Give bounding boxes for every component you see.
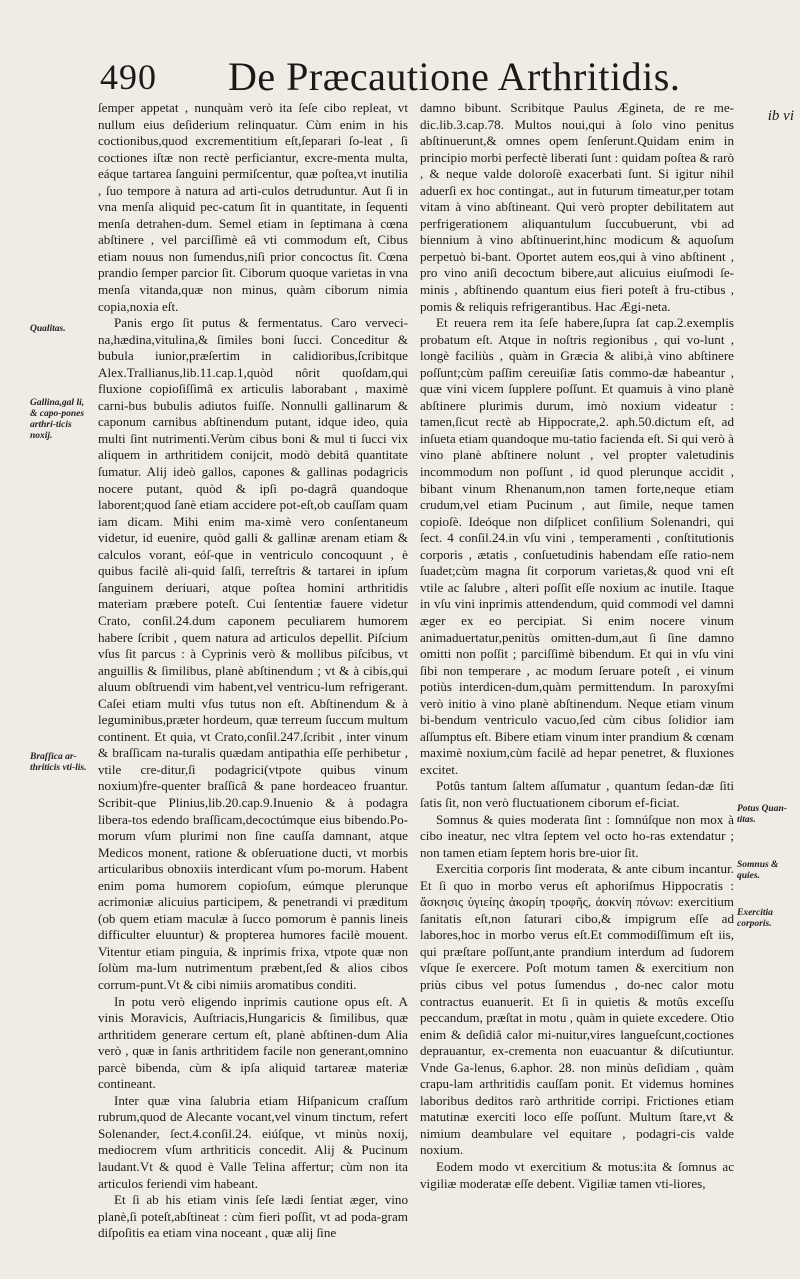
running-title: De Præcautione Arthritidis. — [228, 54, 681, 99]
right-paragraph-3: Potûs tantum ſaltem aſſumatur , quantum ſedan-dæ ſiti ſatis ſit, non verò fluctuationem ciborum ef-ficiat. — [420, 778, 734, 810]
page-header — [96, 56, 696, 100]
corner-fragment: ib vi — [767, 108, 794, 124]
margin-note-somnus: Somnus & quies. — [737, 860, 779, 881]
left-paragraph-2: Panis ergo ſit putus & fermentatus. Caro verveci-na,hædina,vitulina,& ſimiles boni ſucci. Conceditur & bubula iunior,præſertim in calidioribus,ſcribitque Alex.Trallianus,lib.11.cap.1,quòd nôrit quoſdam,qui fluxione copioſiſſimâ ex articulis laborabant , maximè carni-bus bubulis adiutos fuiſſe. Nonnulli gallinarum & caponum carnibus abſtinendum putant, idque ideo, quia multi ſint nutrimenti.Verùm cibus boni & mul ti ſucci vix aliquem in arthritidem conijcit, modò debitâ quantitate ſumatur. Alij ideò gallos, capones & gallinas podagricis nocere putant, quòd & ipſi po-dagrâ quandoque laborent;quod ſanè etiam accidere pot-eſt,ob cauſſam quam iam dicam. Mihi enim ma-ximè vero conſentaneum videtur, id euenire, quòd galli & gallinæ arenam etiam & calculos vorant, eóſ-que in ventriculo concoquunt , è quibus facilè ali-quid ſalſi, terreſtris & tartarei in ipſum ſanguinem deriuari, atque poſtea homini arthritidis materiam præbere poteſt. Cui ſententiæ fauere videtur Crato, conſil.24.dum caponem peculiarem humorem habere ſcribit , quem natura ad articulos depellit. Piſcium vſus ſit parcus : à Cyprinis verò & mollibus piſcibus, vt anguillis & ſimilibus, planè abſtinendum ; vt & à cibis,qui aluum obſtruendi vim habent,vel ventricu-lum refrigerant. Caſei etiam multi vſus tutus non eſt. Abſtinendum & à leguminibus,præter hordeum, quæ terreum ſuccum multum continent. Et quia, vt Crato,conſil.247.ſcribit , inter vinum & braſſicam na-turalis quædam antipathia eſſe perhibetur , vtile cre-ditur,ſi podagrici(vtpote quibus vinum noxium)fre-quenter braſſicâ & pane hordeaceo fruantur. Scribit-que Plinius,lib.20.cap.9.Inuenio & à podagra libera-tos edendo braſſicam,decoctúmque eius bibendo.Po-morum vſum plurimi non ſine cauſſa damnant, atque Medicos monent, ratione & obſeruatione ducti, vt morbis articularibus obnoxiis interdicant vſum po-morum. Habent enim poma humorem copioſum, eúmque plerunque acrimoniæ alicuius participem, & penetrandi vi præditum (ob quem etiam maculæ à ſucco pomorum è pannis lineis difficulter eluuntur) & propterea humores facilè mouent. Vitentur etiam pinguia, & inprimis frixa, vtpote quæ non ſolùm ma-lum nutrimentum præbent,ſed & alios cibos corrum-punt.Vt & cibi nimiis aromatibus conditi. — [98, 315, 408, 992]
right-paragraph-1: damno bibunt. Scribitque Paulus Ægineta, de re me-dic.lib.3.cap.78. Multos noui,qui à ſolo vino penitus abſtinuerunt,& omnes opem ſenſerunt.Quidam enim in principio morbi perfectè liberati ſunt : quidam poſtea & rarò , & neque valde doloroſè exacerbati ſunt. Si igitur nihil aduerſi ex hoc contingat., aut in futurum timeatur,per totam vitam à vino abſtineant. Qui verò propter debilitatem aut perfrigerationem aliquantulum ſuccubuerunt, vbi ad biennium à vino abſtinuerint,hinc modicum & aquoſum perpetuò bi-bant. Oportet autem eos,qui à vino abſtinent , pro vino aniſi decoctum bibere,aut alicuius eiuſmodi ſe-minis , abſtinendo quantum eius fieri poteſt à fru-ctibus , pomis & reliquis refrigerantibus. Hac Ægi-neta. — [420, 100, 734, 314]
margin-note-potus: Potus Quan-titas. — [737, 804, 787, 825]
margin-note-gallina: Gallina,gal li, & capo-pones arthri-ticis noxij. — [30, 398, 85, 441]
left-paragraph-5: Et ſi ab his etiam vinis ſeſe lædi ſentiat æger, vino planè,ſi poteſt,abſtineat : cùm fieri poſſit, vt ad poda-gram diſpoſitis ea etiam vina noceant , quæ alij ſine — [98, 1192, 408, 1241]
left-paragraph-1: ſemper appetat , nunquàm verò ita ſeſe cibo repleat, vt nullum eius deſiderium relinquatur. Cùm enim in his coctionibus,quod excrementitium eſt,ſeparari ſo-leat , ſi coctiones iſtæ non rectè perficiantur, excre-menta multa, eáque tartarea ſanguini permiſcentur, quæ poſtea,vt inutilia , ſuo tempore à natura ad arti-culos detruduntur. Aut ſi in vna menſa aliquid pec-catum ſit in quantitate, in ſequenti menſa detrahen-dum. Semel etiam in ſeptimana à cœna abſtinere , vel parciſſimè eâ vti commodum eſt, Cibus etiam nouus non ſumendus,niſi prior concoctus ſit. Cœna prandio ſemper parcior ſit. Ciborum quoque varietas in vna menſa vitanda,quæ non minus, quàm ciborum nimia copia,noxia eſt. — [98, 100, 408, 314]
right-paragraph-6: Eodem modo vt exercitium & motus:ita & ſomnus ac vigiliæ moderatæ eſſe debent. Vigiliæ tamen vti-liores, — [420, 1159, 734, 1191]
left-column — [98, 100, 408, 1242]
margin-note-qualitas: Qualitas. — [30, 324, 66, 334]
left-paragraph-3: In potu verò eligendo inprimis cautione opus eſt. A vinis Moravicis, Auſtriacis,Hungaricis & ſimilibus, quæ arthritidem generare certum eſt, planè abſtinen-dum Alia verò , quæ in ſanis arthritidem facile non generant,omnino parcè bibenda, cùm & ipſa aliquid tartareæ materiæ contineant. — [98, 993, 408, 1092]
right-paragraph-2: Et reuera rem ita ſeſe habere,ſupra ſat cap.2.exemplis probatum eſt. Atque in noſtris regionibus , qui vo-lunt , longè faciliùs , quàm in Græcia & alibi,à vino abſtinere poſſunt;cùm paſſim cereuiſiæ ſatis commo-dæ habeantur , quæ vini vicem ſupplere poſſunt. Et quamuis à vino planè abſtinere plurimis durum, imò noxium videatur : tamen,ſicut rectè ab Hippocrate,2. aph.50.dictum eſt, ad inſueta etiam quandoque mu-tatio facienda eſt. Si qui verò à vino planè abſtinere nolunt , vel propter valetudinis incommodum non poſſunt , id quod plerunque accidit , bibant vinum Rhenanum,non tamen forte,neque etiam crudum,vel etiam Pucinum , aut ſimile, neque tamen copioſè. Ideóque non diſplicet conſilium Solenandri, qui ſect. 4 conſil.24.in vſu vini , temperamenti , conſtitutionis corporis , ætatis , conſuetudinis habendam eſſe ratio-nem ſuadet;cùm magna ſit corporum varietas,& quod vni eſt vtile ac ſalubre , alteri poſſit eſſe noxium ac inutile. Itaque in vſu vini inprimis attendendum, quid commodi vel damni æger ex eo percipiat. Si enim nocere vinum animaduertatur,penitùs omitten-dum,aut ſi ſine damno omitti non poſſit ; parciſſimè bibendum. Et qui in vſu vini ſibi non temperare , ac modum ſeruare poteſt , ei vinum potiùs interdicen-dum,quàm permittendum. In paroxyſmi verò initio à vino planè abſtinendum. Neque etiam vinum bi-bendum ventriculo vacuo,ſed cùm cibus ſolidior iam aſſumptus eſt. Bibere etiam vinum inter prandium & cœnam maximè noxium,cùm facilè ad hepar penetret, & fluxiones excitet. — [420, 315, 734, 777]
right-paragraph-5: Exercitia corporis ſint moderata, & ante cibum incantur. Et ſi quo in morbo verus eſt aphoriſmus Hippocratis : ἄσκησις ὑγιείης ἀκορίη τροφῆς, ἀοκνίη πόνων: exercitium ſanitatis eſt,non ſaturari cibo,& impigrum eſſe ad labores,hoc in morbo verus eſt.Et commodiſſimum eſt iis, qui præſtare poſſunt,ante prandium interdum ad ſudorem vſque ſe exercere. Poſt motum tamen & exercitium non priùs cibus vel potus ſumendus , do-nec calor motu contractus euanuerit. Et ſi in quietis & motûs exceſſu peccandum, præſtat in motu , quàm in quiete excedere. Otio enim & deſidiâ calor mi-nuitur,vires languеſcunt,coctiones deprauantur, ex-crementa non euacuantur & diſcutiuntur. Vnde Ga-lenus, 6.aphor. 28. non minùs deſidiam , quàm crapu-lam arthritidis cauſſam ponit. Et videmus homines laboribus deditos rarò arthritide corripi. Frictiones etiam matutinæ exerciti loco eſſe poſſunt. Multum ſtare,vt & nimium deambulare vel equitare , podagri-cis valde noxium. — [420, 861, 734, 1158]
right-paragraph-4: Somnus & quies moderata ſint : ſomnúſque non mox à cibo ineatur, nec vltra ſeptem vel octo ho-ras extendatur ; non tamen etiam ſeptem horis bre-uior ſit. — [420, 811, 734, 860]
right-column — [420, 100, 734, 1192]
margin-note-exercitia: Exercitia corporis. — [737, 908, 773, 929]
page-number: 490 — [100, 57, 157, 97]
left-paragraph-4: Inter quæ vina ſalubria etiam Hiſpanicum craſſum rubrum,quod de Alecante vocant,vel vinum tinctum, refert Solenander, ſect.4.conſil.24. eiúſque, vt minùs noxij, mediocrem vſum arthriticis concedit. Alij & Pucinum laudant.Vt & quod è Valle Telina affertur; cùm non ita articulos feriendi vim habeant. — [98, 1092, 408, 1191]
margin-note-brassica: Braſſica ar-thriticis vti-lis. — [30, 752, 87, 773]
